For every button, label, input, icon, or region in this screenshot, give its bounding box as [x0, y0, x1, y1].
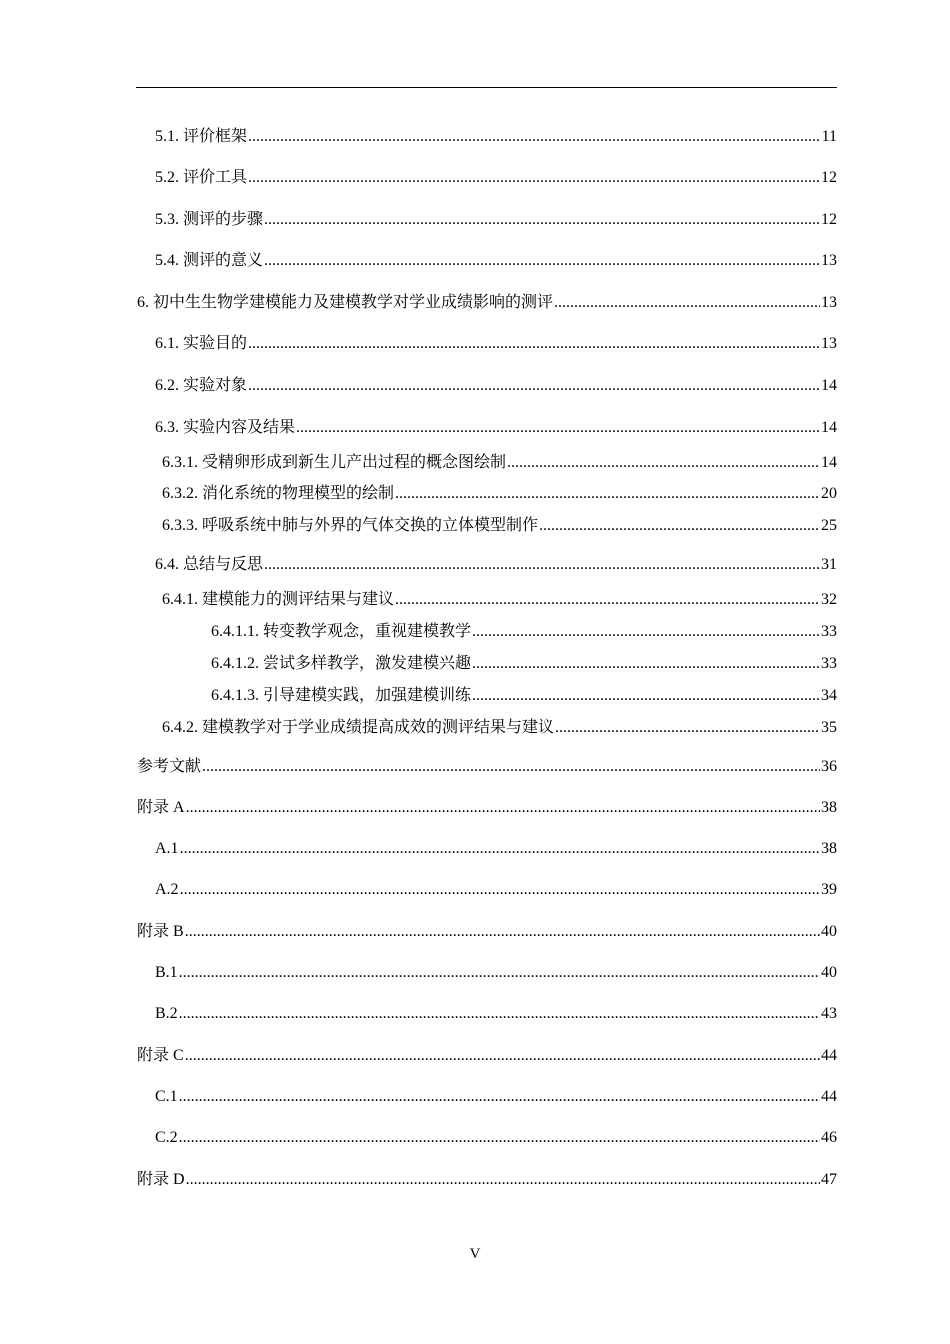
toc-entry-page: 36	[821, 758, 837, 775]
toc-entry-label: 6.4.1.3. 引导建模实践，加强建模训练	[211, 687, 472, 704]
toc-entry[interactable]	[155, 880, 837, 900]
toc-dot-leader	[472, 654, 820, 674]
toc-entry-page: 47	[821, 1171, 837, 1188]
toc-entry-label: 附录 D	[137, 1171, 185, 1188]
toc-dot-leader	[185, 1046, 820, 1066]
toc-entry-label: 6.4. 总结与反思	[155, 556, 264, 573]
toc-entry-page: 13	[821, 252, 837, 269]
toc-entry-label: A.2	[155, 881, 179, 898]
toc-entry-label: 5.1. 评价框架	[155, 128, 248, 145]
toc-entry-label: 6.3. 实验内容及结果	[155, 419, 296, 436]
toc-dot-leader	[248, 334, 820, 354]
toc-entry-label: 5.4. 测评的意义	[155, 252, 264, 269]
toc-entry-label: A.1	[155, 840, 179, 857]
toc-entry-label: 6.3.1. 受精卵形成到新生儿产出过程的概念图绘制	[162, 454, 507, 471]
toc-entry-page: 14	[821, 454, 837, 471]
toc-entry-label: B.2	[155, 1005, 178, 1022]
toc-entry-page: 25	[821, 517, 837, 534]
toc-entry-label: 6.4.1.2. 尝试多样教学，激发建模兴趣	[211, 655, 472, 672]
toc-dot-leader	[186, 798, 820, 818]
toc-dot-leader	[555, 718, 820, 738]
toc-entry-label: 5.2. 评价工具	[155, 169, 248, 186]
toc-dot-leader	[472, 686, 820, 706]
toc-entry-page: 33	[821, 655, 837, 672]
toc-entry-page: 12	[821, 211, 837, 228]
toc-entry[interactable]	[211, 686, 837, 706]
toc-entry-label: 6.3.2. 消化系统的物理模型的绘制	[162, 485, 395, 502]
toc-dot-leader	[264, 210, 820, 230]
toc-entry[interactable]	[162, 484, 837, 504]
toc-dot-leader	[248, 376, 820, 396]
toc-entry-label: 6.3.3. 呼吸系统中肺与外界的气体交换的立体模型制作	[162, 517, 539, 534]
toc-entry[interactable]	[137, 1170, 837, 1190]
toc-entry-page: 14	[821, 419, 837, 436]
toc-dot-leader	[202, 757, 820, 777]
toc-entry-page: 32	[821, 591, 837, 608]
toc-entry-label: B.1	[155, 964, 178, 981]
toc-entry[interactable]	[155, 168, 837, 188]
toc-entry-label: 附录 A	[137, 799, 185, 816]
toc-dot-leader	[180, 880, 820, 900]
toc-dot-leader	[472, 622, 820, 642]
toc-entry[interactable]	[137, 1046, 837, 1066]
toc-entry-page: 11	[821, 128, 837, 145]
toc-entry-page: 40	[821, 923, 837, 940]
toc-entry[interactable]	[155, 839, 837, 859]
toc-entry[interactable]	[137, 757, 837, 777]
toc-entry-label: 附录 B	[137, 923, 184, 940]
toc-dot-leader	[395, 484, 820, 504]
toc-entry[interactable]	[211, 654, 837, 674]
toc-entry-label: 5.3. 测评的步骤	[155, 211, 264, 228]
toc-entry-page: 46	[821, 1129, 837, 1146]
toc-entry-page: 35	[821, 719, 837, 736]
toc-entry[interactable]	[155, 418, 837, 438]
toc-entry[interactable]	[137, 798, 837, 818]
toc-entry[interactable]	[155, 555, 837, 575]
toc-dot-leader	[180, 839, 820, 859]
toc-entry-label: 6.4.2. 建模教学对于学业成绩提高成效的测评结果与建议	[162, 719, 555, 736]
toc-dot-leader	[539, 516, 820, 536]
toc-entry[interactable]	[155, 210, 837, 230]
toc-dot-leader	[554, 293, 820, 313]
toc-entry-label: 6.4.1. 建模能力的测评结果与建议	[162, 591, 395, 608]
toc-entry-label: 6.4.1.1. 转变教学观念，重视建模教学	[211, 623, 472, 640]
toc-dot-leader	[179, 1087, 820, 1107]
toc-entry-page: 44	[821, 1047, 837, 1064]
toc-entry-page: 14	[821, 377, 837, 394]
toc-dot-leader	[179, 963, 820, 983]
toc-dot-leader	[179, 1004, 820, 1024]
toc-dot-leader	[248, 127, 821, 147]
toc-entry[interactable]	[137, 293, 837, 313]
toc-entry-label: 参考文献	[137, 758, 202, 775]
page-number: V	[469, 1246, 481, 1262]
toc-entry-label: 附录 C	[137, 1047, 184, 1064]
toc-entry-label: 6. 初中生生物学建模能力及建模教学对学业成绩影响的测评	[137, 294, 554, 311]
toc-dot-leader	[185, 922, 820, 942]
toc-dot-leader	[186, 1170, 820, 1190]
toc-entry[interactable]	[211, 622, 837, 642]
toc-entry[interactable]	[155, 963, 837, 983]
toc-entry-page: 44	[821, 1088, 837, 1105]
toc-entry-page: 33	[821, 623, 837, 640]
toc-entry[interactable]	[155, 334, 837, 354]
toc-entry-page: 43	[821, 1005, 837, 1022]
toc-entry-label: 6.1. 实验目的	[155, 335, 248, 352]
toc-entry-page: 13	[821, 294, 837, 311]
toc-entry-page: 34	[821, 687, 837, 704]
toc-entry[interactable]	[155, 127, 837, 147]
toc-entry[interactable]	[155, 1004, 837, 1024]
toc-dot-leader	[296, 418, 820, 438]
toc-entry[interactable]	[162, 453, 837, 473]
toc-entry[interactable]	[155, 376, 837, 396]
toc-dot-leader	[264, 555, 820, 575]
toc-entry-label: 6.2. 实验对象	[155, 377, 248, 394]
toc-entry-page: 31	[821, 556, 837, 573]
toc-dot-leader	[179, 1128, 820, 1148]
toc-entry-page: 12	[821, 169, 837, 186]
toc-entry-page: 38	[821, 840, 837, 857]
toc-entry[interactable]	[137, 922, 837, 942]
toc-entry-page: 39	[821, 881, 837, 898]
toc-entry[interactable]	[162, 516, 837, 536]
toc-entry-page: 13	[821, 335, 837, 352]
toc-entry-label: C.2	[155, 1129, 178, 1146]
toc-entry[interactable]	[162, 590, 837, 610]
toc-entry-page: 40	[821, 964, 837, 981]
toc-entry[interactable]	[155, 1087, 837, 1107]
toc-dot-leader	[248, 168, 820, 188]
toc-entry[interactable]	[155, 251, 837, 271]
toc-entry-page: 38	[821, 799, 837, 816]
toc-dot-leader	[264, 251, 820, 271]
toc-dot-leader	[507, 453, 820, 473]
toc-dot-leader	[395, 590, 820, 610]
toc-entry-label: C.1	[155, 1088, 178, 1105]
toc-entry[interactable]	[162, 718, 837, 738]
toc-entry-page: 20	[821, 485, 837, 502]
toc-entry[interactable]	[155, 1128, 837, 1148]
